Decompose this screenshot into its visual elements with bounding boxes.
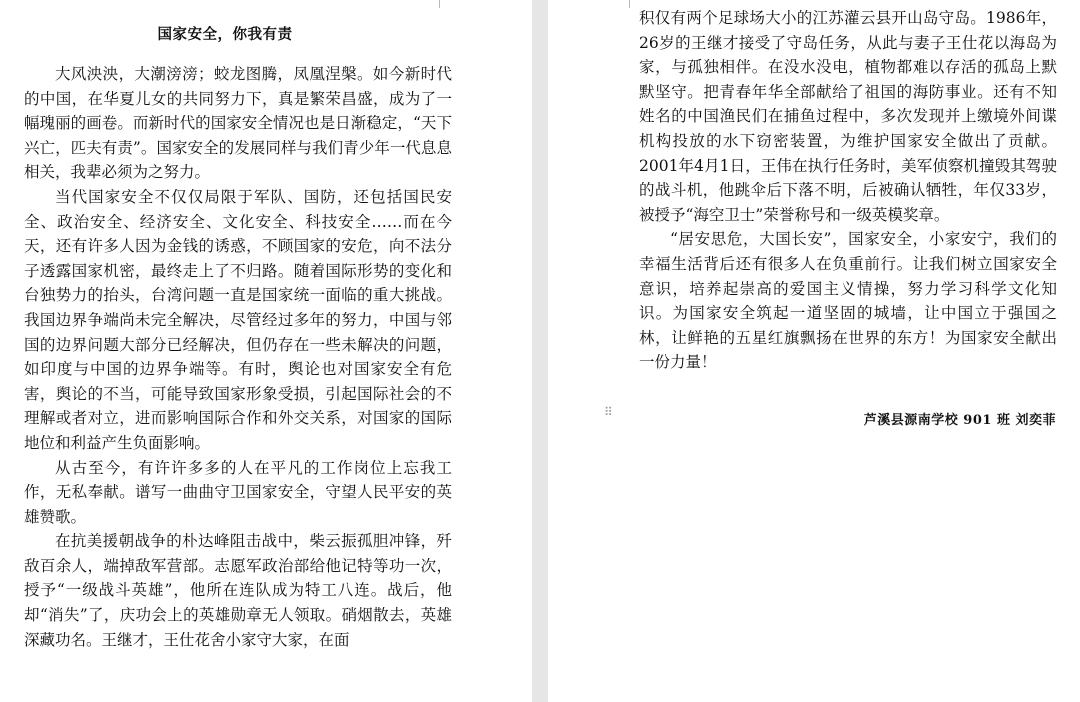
paragraph-3: 从古至今，有许许多多的人在平凡的工作岗位上忘我工作，无私奉献。谱写一曲曲守卫国家安全，守望人民平安的英雄赞歌。 — [24, 458, 452, 526]
drag-handle-icon[interactable]: ⠿ — [604, 405, 613, 419]
paragraph-1: 大风泱泱，大潮滂滂；蛟龙图腾，凤凰涅槃。如今新时代的中国，在华夏儿女的共同努力下，真是繁荣昌盛，成为了一幅瑰丽的画卷。而新时代的国家安全情况也是日渐稳定，“天下兴亡，匹夫有责”。国家安全的发展同样与我们青少年一代息息相关，我辈必须为之努力。 — [24, 65, 452, 182]
author-signature: 芦溪县源南学校 901 班 刘奕菲 — [863, 413, 1056, 428]
paragraph-4-continued: 积仅有两个足球场大小的江苏灌云县开山岛守岛。1986年，26岁的王继才接受了守岛任务，从此与妻子王仕花以海岛为家，与孤独相伴。在没水没电，植物都难以存活的孤岛上默默坚守。把青春年华全部献给了祖国的海防事业。还有不知姓名的中国渔民们在捕鱼过程中，多次发现并上缴境外间谍机构投放的水下窃密装置，为维护国家安全做出了贡献。2001年4月1日，王伟在执行任务时，美军侦察机撞毁其驾驶的战斗机，他跳伞后下落不明，后被确认牺牲，年仅33岁，被授予“海空卫士”荣誉称号和一级英模奖章。 — [639, 9, 1057, 224]
document-title: 国家安全，你我有责 — [157, 25, 293, 43]
document-page-left — [0, 0, 532, 702]
margin-corner-mark — [439, 0, 450, 8]
paragraph-2: 当代国家安全不仅仅局限于军队、国防，还包括国民安全、政治安全、经济安全、文化安全、科技安全……而在今天，还有许多人因为金钱的诱惑，不顾国家的安危，向不法分子透露国家机密，最终走上了不归路。随着国际形势的变化和台独势力的抬头，台湾问题一直是国家统一面临的重大挑战。我国边界争端尚未完全解决，尽管经过多年的努力，中国与邻国的边界问题大部分已经解决，但仍存在一些未解决的问题，如印度与中国的边界争端等。有时，舆论也对国家安全有危害，舆论的不当，可能导致国家形象受损，引起国际社会的不理解或者对立，进而影响国际合作和外交关系，对国家的国际地位和利益产生负面影响。 — [24, 187, 452, 452]
document-page-right — [548, 0, 1080, 702]
paragraph-4: 在抗美援朝战争的朴达峰阻击战中，柴云振孤胆冲锋，歼敌百余人，端掉敌军营部。志愿军政治部给他记特等功一次，授予“一级战斗英雄”，他所在连队成为特工八连。战后，他却“消失”了，庆功会上的英雄勋章无人领取。硝烟散去，英雄深藏功名。王继才，王仕花舍小家守大家，在面 — [24, 532, 452, 649]
left-text-column — [24, 62, 452, 652]
margin-corner-mark — [619, 0, 630, 8]
paragraph-5: “居安思危，大国长安”，国家安全，小家安宁，我们的幸福生活背后还有很多人在负重前行。让我们树立国家安全意识，培养起崇高的爱国主义情操，努力学习科学文化知识。为国家安全筑起一道坚固的城墙，让中国立于强国之林，让鲜艳的五星红旗飘扬在世界的东方！为国家安全献出一份力量！ — [639, 230, 1057, 372]
right-text-column — [639, 6, 1057, 375]
